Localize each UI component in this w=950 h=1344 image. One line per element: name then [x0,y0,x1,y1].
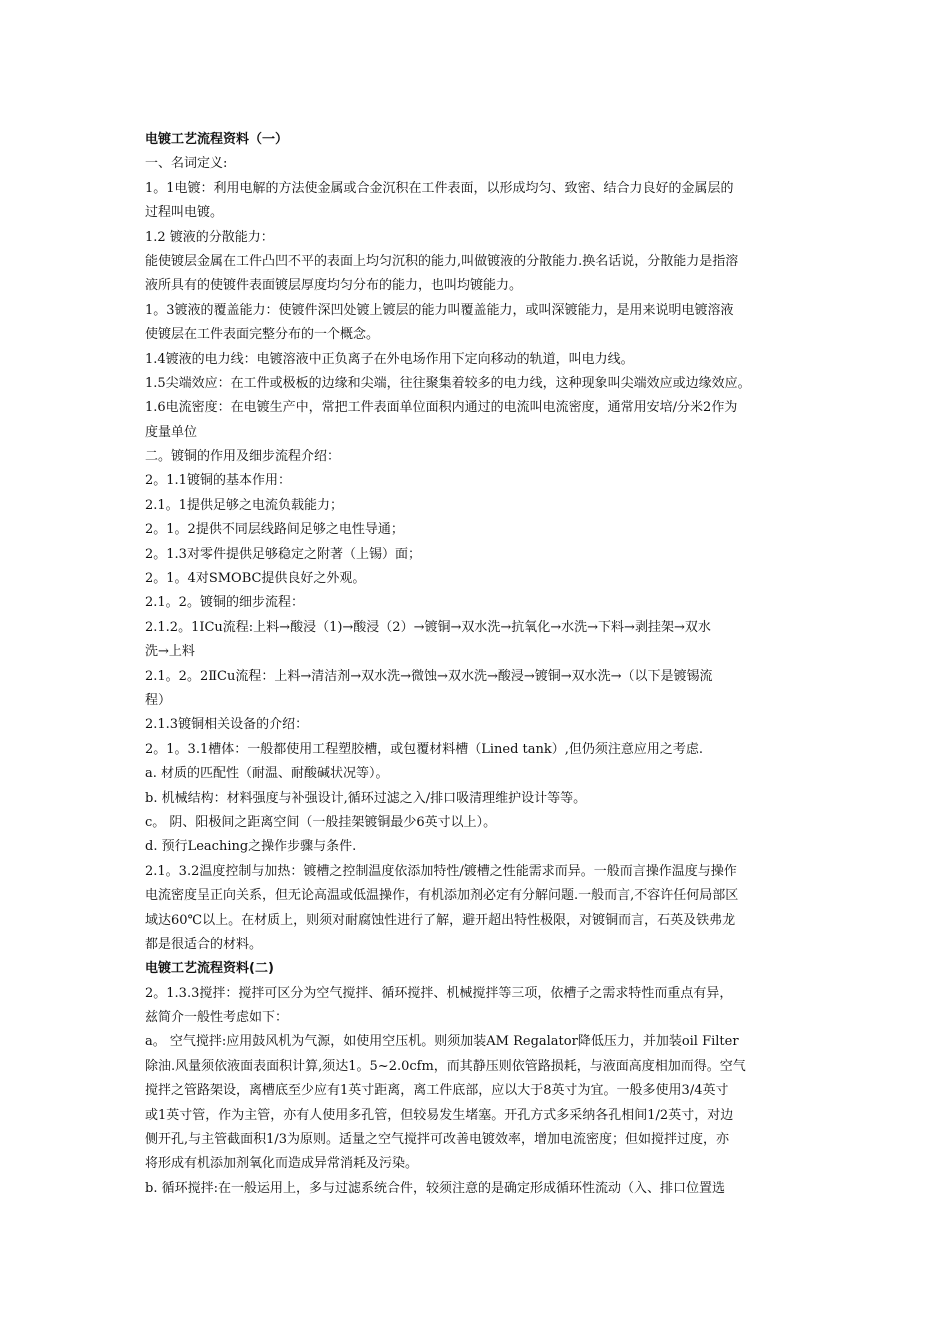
document-body [145,128,810,1201]
text-line: 2.1.2。1ⅠCu流程:上料→酸浸（1)→酸浸（2）→镀铜→双水洗→抗氧化→水洗→下料→剥挂架→双水 [145,619,711,635]
text-line: 1.4镀液的电力线：电镀溶液中正负离子在外电场作用下定向移动的轨道，叫电力线。 [145,351,634,367]
text-line: d. 预行Leaching之操作步骤与条件. [145,839,357,855]
text-line: 1.5尖端效应：在工件或极板的边缘和尖端，往往聚集着较多的电力线，这种现象叫尖端效应或边缘效应。 [145,375,751,391]
text-line: 2.1。2。2ⅡCu流程：上料→清洁剂→双水洗→微蚀→双水洗→酸浸→镀铜→双水洗→（以下是镀锡流 [145,668,713,684]
text-line: 都是很适合的材料。 [145,936,263,952]
text-line: 1.2 镀液的分散能力： [145,229,274,245]
text-line: 或1英寸管，作为主管，亦有人使用多孔管，但较易发生堵塞。开孔方式多采纳各孔相间1/2英寸，对边 [145,1107,734,1123]
text-line: 二。镀铜的作用及细步流程介绍： [145,449,341,465]
text-line: 2.1。2。镀铜的细步流程： [145,595,304,611]
text-line: b. 机械结构：材料强度与补强设计,循环过滤之入/排口吸清理维护设计等等。 [145,790,587,806]
text-line: 能使镀层金属在工件凸凹不平的表面上均匀沉积的能力,叫做镀液的分散能力.换名话说，分散能力是指溶 [145,253,739,269]
text-line: 洗→上料 [145,644,195,660]
text-line: 2.1。1提供足够之电流负载能力； [145,497,343,513]
text-line: 2。1.3.3搅拌：搅拌可区分为空气搅拌、循环搅拌、机械搅拌等三项，依槽子之需求特性而重点有异， [145,985,733,1001]
text-line: 电流密度呈正向关系，但无论高温或低温操作，有机添加剂必定有分解问题.一般而言,不容许任何局部区 [145,888,739,904]
text-line: 2。1.1镀铜的基本作用： [145,473,291,489]
text-line: 程） [145,692,172,708]
text-line: 液所具有的使镀件表面镀层厚度均匀分布的能力，也叫均镀能力。 [145,278,523,294]
section-heading: 电镀工艺流程资料(二) [145,961,274,977]
text-line: 2.1.3镀铜相关设备的介绍： [145,717,309,733]
text-line: 2。1。2提供不同层线路间足够之电性导通； [145,522,404,538]
text-line: 1。3镀液的覆盖能力：使镀件深凹处镀上镀层的能力叫覆盖能力，或叫深镀能力，是用来说明电镀溶液 [145,302,734,318]
text-line: 2。1.3对零件提供足够稳定之附著（上锡）面； [145,546,421,562]
text-line: 一、名词定义: [145,156,228,172]
text-line: 将形成有机添加剂氧化而造成异常消耗及污染。 [145,1156,419,1172]
text-line: 2。1。4对SMOBC提供良好之外观。 [145,571,366,587]
text-line: 使镀层在工件表面完整分布的一个概念。 [145,327,380,343]
text-line: 2.1。3.2温度控制与加热：镀槽之控制温度依添加特性/镀槽之性能需求而异。一般而言操作温度与操作 [145,863,737,879]
text-line: b. 循环搅拌:在一般运用上，多与过滤系统合件，较须注意的是确定形成循环性流动（入、排口位置选 [145,1180,725,1196]
text-line: 2。1。3.1槽体：一般都使用工程塑胶槽，或包覆材料槽（Lined tank）,但仍须注意应用之考虑. [145,741,704,757]
text-line: 1。1电镀：利用电解的方法使金属或合金沉积在工件表面，以形成均匀、致密、结合力良好的金属层的 [145,180,734,196]
text-line: 过程叫电镀。 [145,205,224,221]
text-line: c。 阴、阳极间之距离空间（一般挂架镀铜最少6英寸以上）。 [145,814,497,830]
text-line: 搅拌之管路架设，离槽底至少应有1英寸距离，离工件底部，应以大于8英寸为宜。一般多使用3/4英寸 [145,1083,729,1099]
text-line: 兹简介一般性考虑如下： [145,1010,289,1026]
text-line: 除油.风量须依液面表面积计算,须达1。5~2.0cfm，而其静压则依管路损耗，与液面高度相加而得。空气 [145,1058,746,1074]
text-line: 1.6电流密度：在电镀生产中，常把工件表面单位面积内通过的电流叫电流密度，通常用安培/分米2作为 [145,400,738,416]
text-line: a。 空气搅拌:应用鼓风机为气源，如使用空压机。则须加装AM Regalator降低压力，并加装oil Filter [145,1034,739,1050]
text-line: 域达60℃以上。在材质上，则须对耐腐蚀性进行了解，避开超出特性极限，对镀铜而言，石英及铁弗龙 [145,912,736,928]
text-line: 侧开孔,与主管截面积1/3为原则。适量之空气搅拌可改善电镀效率，增加电流密度；但如搅拌过度，亦 [145,1132,730,1148]
text-line: a. 材质的匹配性（耐温、耐酸碱状况等）。 [145,766,389,782]
text-line: 度量单位 [145,424,198,440]
section-heading: 电镀工艺流程资料（一） [145,132,289,147]
